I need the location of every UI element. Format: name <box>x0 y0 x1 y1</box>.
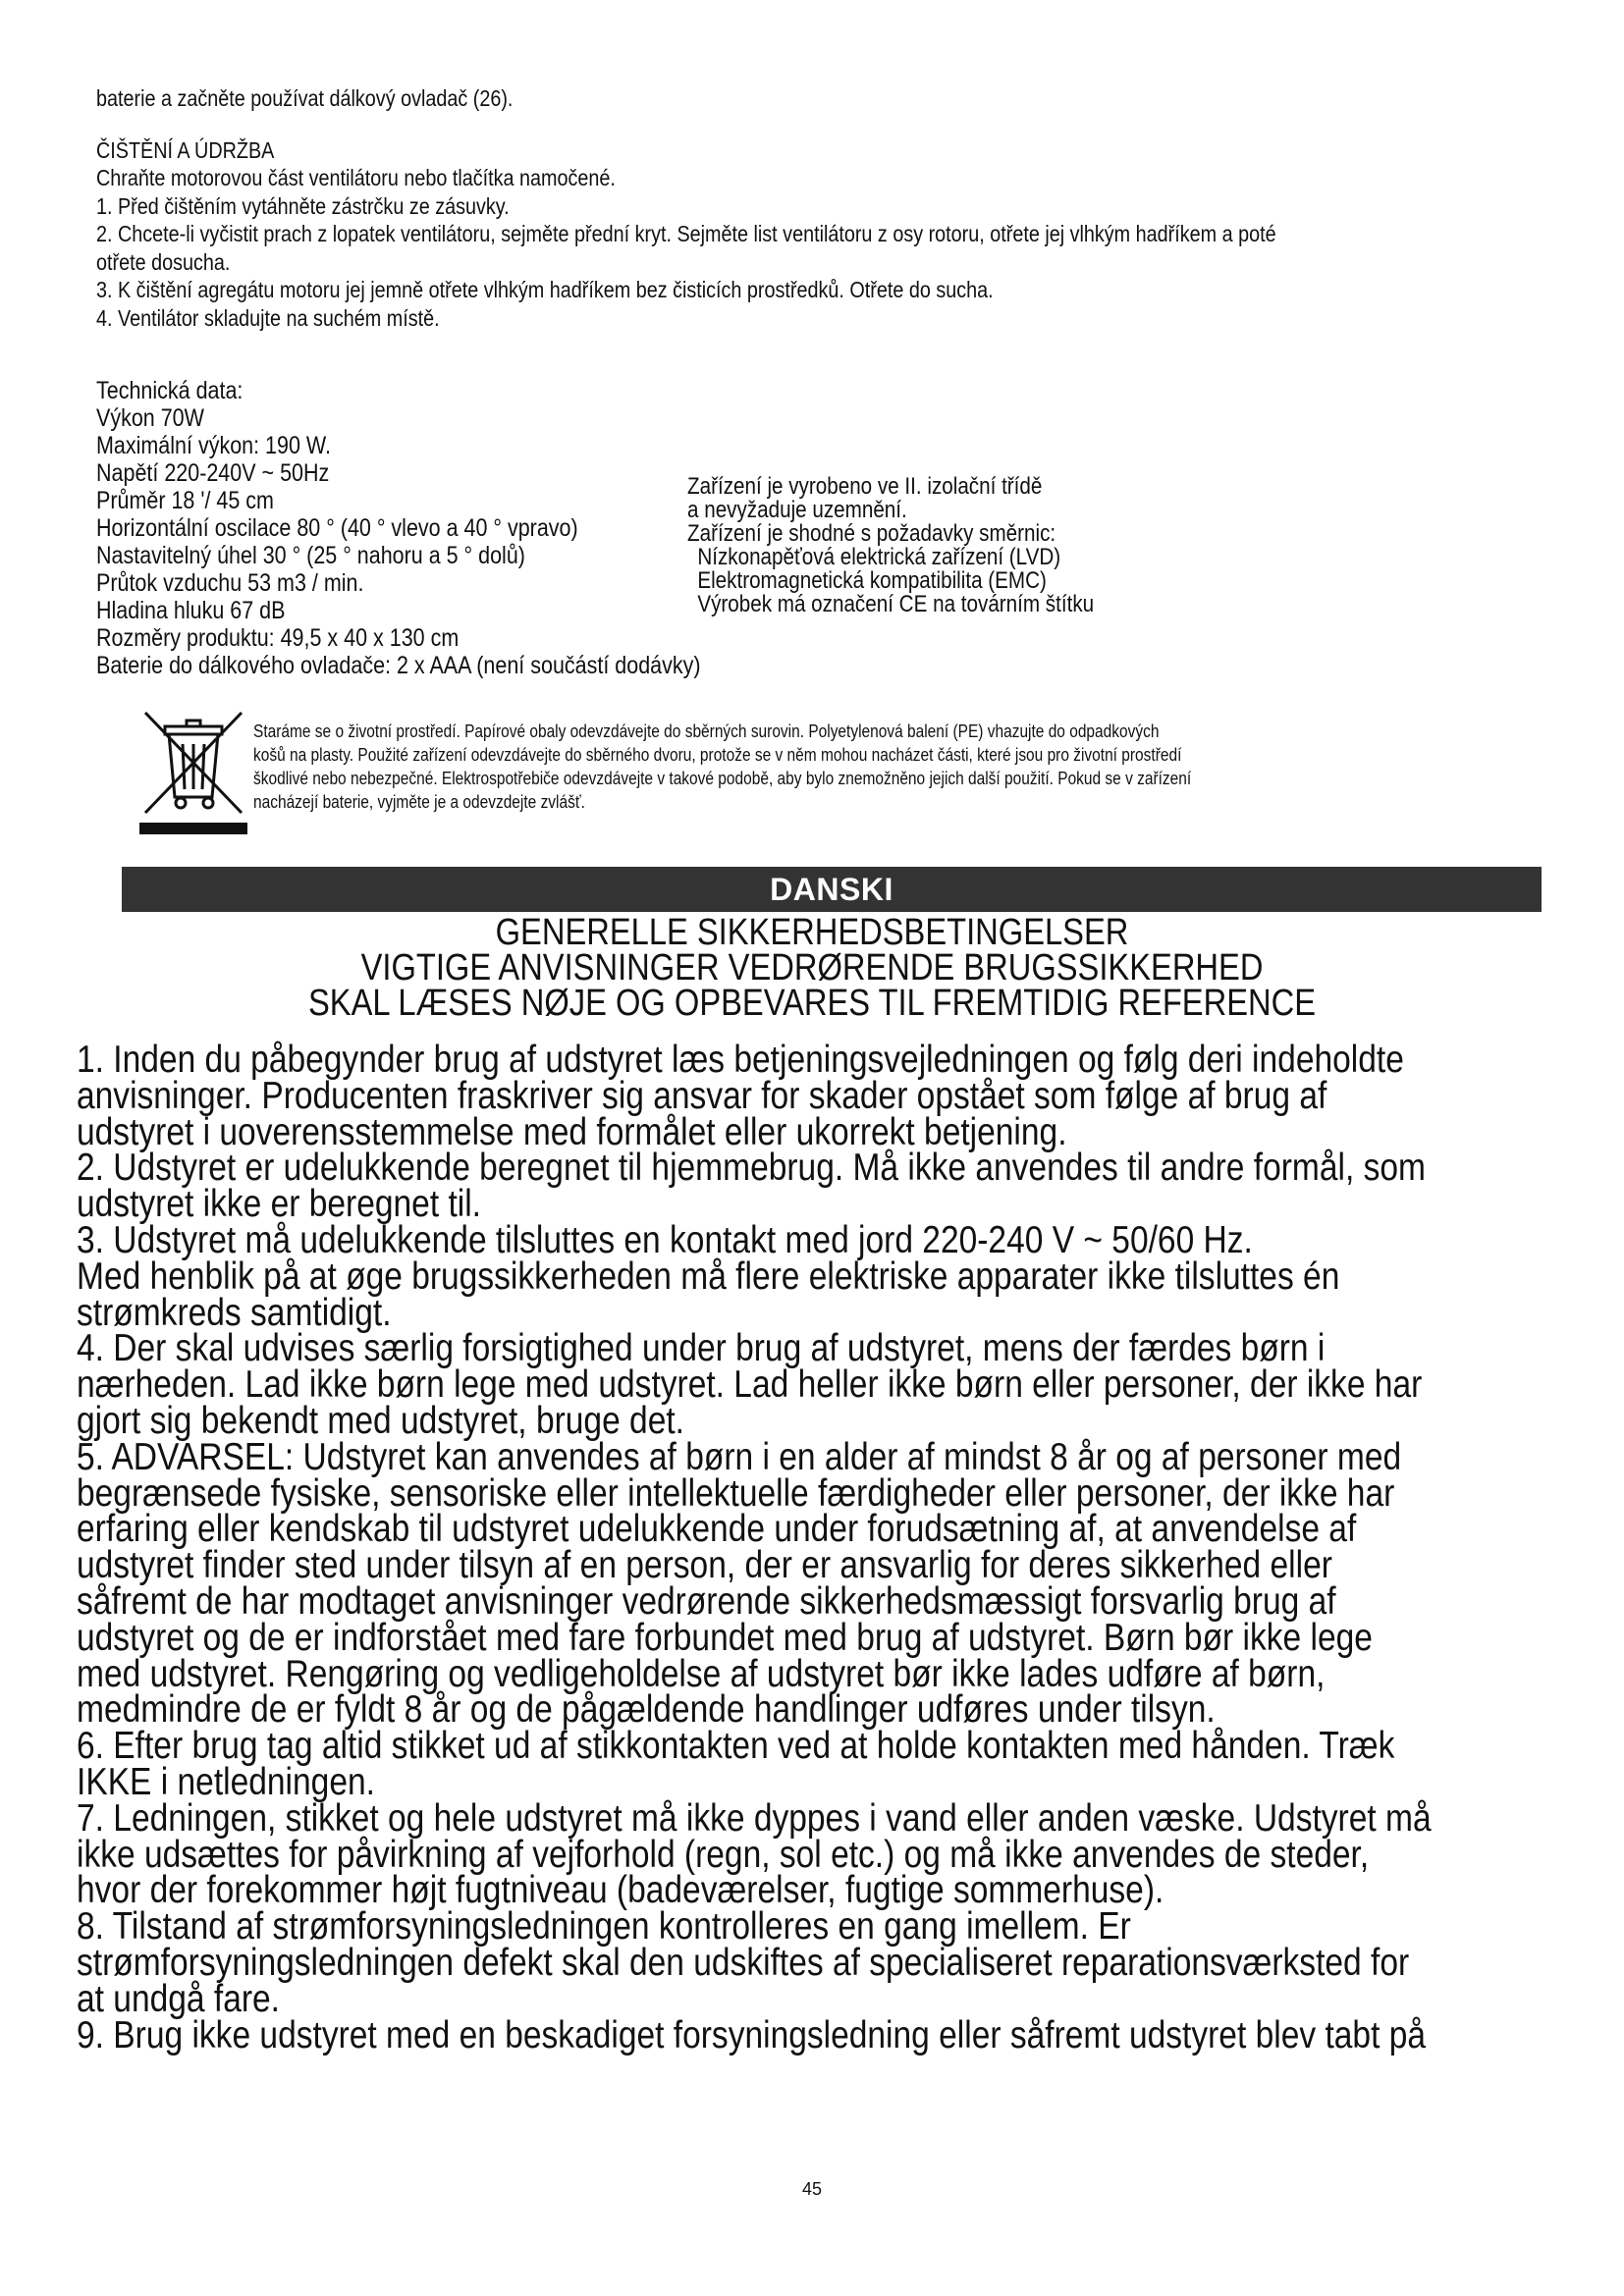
cleaning-line: 1. Před čištěním vytáhněte zástrčku ze zásuvky. <box>96 192 510 219</box>
body-line: hvor der forekommer højt fugtniveau (badeværelser, fugtige sommerhuse). <box>77 1869 1164 1912</box>
compliance-line: Nízkonapěťová elektrická zařízení (LVD) <box>697 544 1061 570</box>
language-section-bar: DANSKI <box>122 867 1542 912</box>
czech-cleaning-section <box>96 84 1346 332</box>
compliance-line: Výrobek má označení CE na továrním štítku <box>697 591 1095 617</box>
tech-line: Průměr 18 '/ 45 cm <box>96 487 274 514</box>
cleaning-line: otřete dosucha. <box>96 248 231 275</box>
environment-note <box>253 720 1191 814</box>
body-line: gjort sig bekendt med udstyret, bruge det. <box>77 1399 684 1442</box>
compliance-line: a nevyžaduje uzemnění. <box>687 497 907 523</box>
body-line: udstyret i uoverensstemmelse med formålet eller ukorrekt betjening. <box>77 1110 1067 1153</box>
tech-line: Průtok vzduchu 53 m3 / min. <box>96 569 364 597</box>
body-line: 1. Inden du påbegynder brug af udstyret læs betjeningsvejledningen og følg deri indeholdte <box>77 1039 1404 1081</box>
body-line: nærheden. Lad ikke børn lege med udstyret. Lad heller ikke børn eller personer, der ikke har <box>77 1363 1423 1407</box>
body-line: 5. ADVARSEL: Udstyret kan anvendes af børn i en alder af mindst 8 år og af personer med <box>77 1435 1402 1478</box>
compliance-line: Elektromagnetická kompatibilita (EMC) <box>697 567 1047 594</box>
section-heading: SKAL LÆSES NØJE OG OPBEVARES TIL FREMTIDIG REFERENCE <box>307 983 1317 1024</box>
body-line: 6. Efter brug tag altid stikket ud af stikkontakten ved at holde kontakten med hånden. Træk <box>77 1725 1395 1768</box>
body-line: begrænsede fysiske, sensoriske eller intellektuelle færdigheder eller personer, der ikke har <box>77 1471 1395 1515</box>
environment-line: Staráme se o životní prostředí. Papírové obaly odevzdávejte do sběrných surovin. Polyetylenová balení (PE) vhazujte do odpadkových <box>253 721 1160 741</box>
tech-line: Rozměry produktu: 49,5 x 40 x 130 cm <box>96 624 460 652</box>
body-line: 7. Ledningen, stikket og hele udstyret må ikke dyppes i vand eller anden væske. Udstyret må <box>77 1796 1432 1840</box>
body-line: medmindre de er fyldt 8 år og de pågældende handlinger udføres under tilsyn. <box>77 1688 1216 1732</box>
tech-line: Horizontální oscilace 80 ° (40 ° vlevo a 40 ° vpravo) <box>96 514 578 542</box>
danish-safety-text <box>77 1039 1432 2056</box>
body-line: udstyret finder sted under tilsyn af en person, der er ansvarlig for deres sikkerhed eller <box>77 1544 1332 1587</box>
body-line: 3. Udstyret må udelukkende tilsluttes en kontakt med jord 220-240 V ~ 50/60 Hz. <box>77 1218 1253 1261</box>
body-line: udstyret ikke er beregnet til. <box>77 1183 482 1226</box>
intro-line: baterie a začněte používat dálkový ovladač (26). <box>96 85 514 111</box>
tech-line: Nastavitelný úhel 30 ° (25 ° nahoru a 5 ° dolů) <box>96 542 525 569</box>
crossed-out-wheelie-bin-icon <box>139 703 247 836</box>
tech-line: Maximální výkon: 190 W. <box>96 432 331 459</box>
cleaning-line: 4. Ventilátor skladujte na suchém místě. <box>96 304 440 331</box>
body-line: strømkreds samtidigt. <box>77 1291 392 1334</box>
body-line: Med henblik på at øge brugssikkerheden må flere elektriske apparater ikke tilsluttes én <box>77 1255 1340 1298</box>
body-line: med udstyret. Rengøring og vedligeholdelse af udstyret bør ikke lades udføre af børn, <box>77 1652 1326 1695</box>
body-line: såfremt de har modtaget anvisninger vedrørende sikkerhedsmæssigt forsvarlig brug af <box>77 1579 1336 1623</box>
body-line: 8. Tilstand af strømforsyningsledningen kontrolleres en gang imellem. Er <box>77 1905 1131 1949</box>
body-line: 9. Brug ikke udstyret med en beskadiget forsyningsledning eller såfremt udstyret blev tabt på <box>77 2013 1427 2056</box>
section-heading: VIGTIGE ANVISNINGER VEDRØRENDE BRUGSSIKKERHED <box>360 947 1264 988</box>
body-line: IKKE i netledningen. <box>77 1760 375 1803</box>
compliance-notes <box>687 475 1094 616</box>
body-line: udstyret og de er indforstået med fare forbundet med brug af udstyret. Børn bør ikke lege <box>77 1616 1373 1659</box>
tech-line: Výkon 70W <box>96 404 204 432</box>
environment-line: škodlivé nebo nebezpečné. Elektrospotřebiče odevzdávejte v takové podobě, aby bylo znemožněno jejich další použití. Pokud se v zařízení <box>253 769 1192 788</box>
body-line: 2. Udstyret er udelukkende beregnet til hjemmebrug. Må ikke anvendes til andre formål, som <box>77 1147 1426 1190</box>
danish-headings <box>0 912 1624 1024</box>
body-line: anvisninger. Producenten fraskriver sig ansvar for skader opstået som følge af brug af <box>77 1074 1327 1117</box>
technical-data <box>96 377 701 679</box>
compliance-line: Zařízení je shodné s požadavky směrnic: <box>687 520 1056 547</box>
page-number: 45 <box>801 2179 823 2199</box>
body-line: ikke udsættes for påvirkning af vejforhold (regn, sol etc.) og må ikke anvendes de steder, <box>77 1833 1370 1876</box>
tech-line: Hladina hluku 67 dB <box>96 597 286 624</box>
environment-line: košů na plasty. Použité zařízení odevzdávejte do sběrného dvoru, protože se v něm mohou nacházet části, které jsou pro životní prostředí <box>253 745 1182 765</box>
environment-line: nacházejí baterie, vyjměte je a odevzdejte zvlášť. <box>253 792 585 812</box>
compliance-line: Zařízení je vyrobeno ve II. izolační třídě <box>687 473 1043 500</box>
tech-line: Napětí 220-240V ~ 50Hz <box>96 459 330 487</box>
cleaning-line: 2. Chcete-li vyčistit prach z lopatek ventilátoru, sejměte přední kryt. Sejměte list ventilátoru z osy rotoru, otřete jej vlhkým hadříkem a poté <box>96 221 1276 246</box>
cleaning-heading: ČIŠTĚNÍ A ÚDRŽBA <box>96 136 275 163</box>
cleaning-line: Chraňte motorovou část ventilátoru nebo tlačítka namočené. <box>96 165 616 190</box>
section-heading: GENERELLE SIKKERHEDSBETINGELSER <box>495 912 1129 953</box>
tech-line: Baterie do dálkového ovladače: 2 x AAA (není součástí dodávky) <box>96 652 701 679</box>
body-line: erfaring eller kendskab til udstyret udelukkende under forudsætning af, at anvendelse af <box>77 1508 1357 1551</box>
cleaning-line: 3. K čištění agregátu motoru jej jemně otřete vlhkým hadříkem bez čisticích prostředků. Otřete do sucha. <box>96 277 994 302</box>
body-line: strømforsyningsledningen defekt skal den udskiftes af specialiseret reparationsværksted for <box>77 1941 1410 1984</box>
body-line: at undgå fare. <box>77 1977 280 2020</box>
tech-line: Technická data: <box>96 377 244 404</box>
body-line: 4. Der skal udvises særlig forsigtighed under brug af udstyret, mens der færdes børn i <box>77 1327 1326 1370</box>
